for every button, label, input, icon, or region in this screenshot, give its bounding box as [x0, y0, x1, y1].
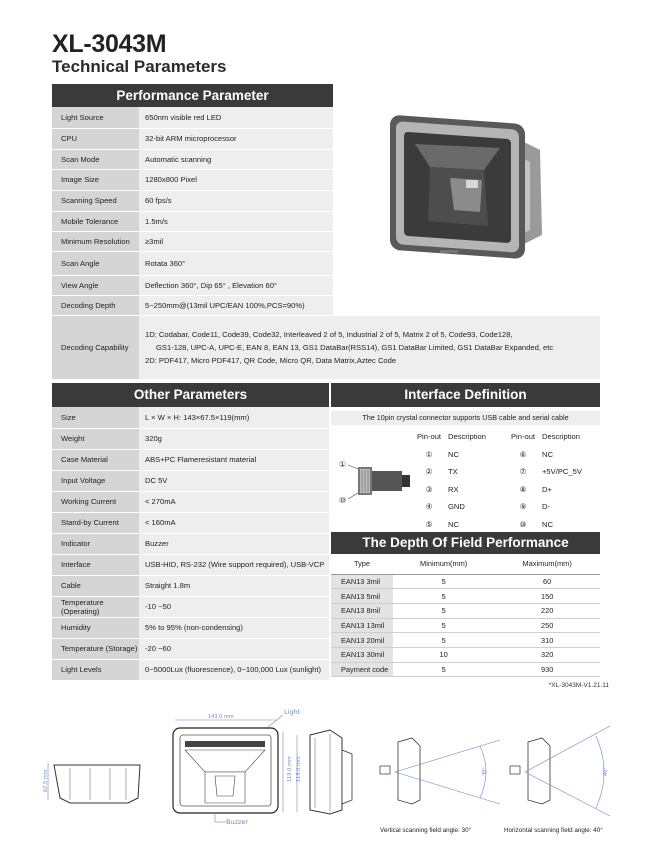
other-row: [52, 470, 329, 491]
other-value: < 160mA: [139, 512, 329, 533]
dof-min: 10: [393, 647, 494, 662]
dof-type: EAN13 13mil: [331, 618, 393, 633]
other-row: [52, 554, 329, 575]
pin-description: NC: [542, 449, 553, 459]
dof-min: 5: [393, 633, 494, 648]
pin-number: ①: [425, 449, 433, 459]
dof-max: 930: [494, 662, 600, 677]
buzzer-label: Buzzer: [226, 818, 249, 825]
other-value: -10 ~50: [139, 596, 329, 617]
dof-max: 250: [494, 618, 600, 633]
other-key: Light Levels: [52, 659, 139, 680]
col-pinout-2: Pin-out: [510, 432, 536, 442]
dof-row: [331, 574, 600, 589]
spec-value: Deflection 360°, Dip 65° , Elevation 60°: [139, 275, 333, 295]
connector-diagram: [338, 455, 413, 505]
spec-key: Scan Angle: [52, 251, 139, 275]
dof-min: 5: [393, 618, 494, 633]
other-key: Temperature (Storage): [52, 638, 139, 659]
dof-row: [331, 647, 600, 662]
dof-max: 220: [494, 603, 600, 618]
other-row: [52, 659, 329, 680]
capability-line-2: GS1-128, UPC-A, UPC-E, EAN 8, EAN 13, GS1 DataBar(RSS14), GS1 DataBar Limited, GS1 DataBar Expanded, etc: [156, 342, 554, 352]
pin-row: [410, 498, 600, 516]
pin-description: D-: [542, 502, 551, 512]
spec-spacer: [333, 275, 600, 295]
pin10-label: ⑩: [339, 496, 347, 505]
other-key: Working Current: [52, 491, 139, 512]
capability-value: [139, 315, 600, 379]
dof-max: 320: [494, 647, 600, 662]
pin-description: TX: [448, 467, 458, 477]
depth-dimension: 67.5 mm: [43, 769, 49, 792]
dof-min: 5: [393, 603, 494, 618]
pin-number: ⑦: [519, 467, 527, 477]
other-value: DC 5V: [139, 470, 329, 491]
pin-description: D+: [542, 484, 552, 494]
other-row: [52, 617, 329, 638]
vertical-scan-diagram: [380, 738, 500, 804]
dof-min: 5: [393, 589, 494, 604]
other-value: < 270mA: [139, 491, 329, 512]
col-type: Type: [331, 554, 393, 574]
other-row: [52, 638, 329, 659]
horizontal-caption: Horizontal scanning field angle: 40°: [504, 827, 603, 834]
pinout-table: [410, 428, 600, 533]
spec-value: ≥3mil: [139, 231, 333, 251]
other-key: Input Voltage: [52, 470, 139, 491]
capability-key: Decoding Capability: [52, 315, 139, 379]
other-row: [52, 512, 329, 533]
other-value: 5% to 95% (non-condensing): [139, 617, 329, 638]
capability-line-3: 2D: PDF417, Micro PDF417, QR Code, Micro QR, Data Matrix,Aztec Code: [145, 355, 397, 365]
other-row: [52, 407, 329, 428]
version-code: *XL-3043M-V1.21.11: [548, 682, 609, 689]
dof-heading: The Depth Of Field Performance: [331, 532, 600, 554]
capability-line-1: 1D: Codabar, Code11, Code39, Code32, Interleaved 2 of 5, Industrial 2 of 5, Matrix 2 of 5, Code93, Code128,: [145, 329, 513, 339]
col-description-2: Description: [542, 432, 580, 442]
other-key: Stand-by Current: [52, 512, 139, 533]
dof-type: EAN13 8mil: [331, 603, 393, 618]
other-value: ABS+PC Flameresistant material: [139, 449, 329, 470]
pin-number: ②: [425, 467, 433, 477]
other-value: L × W × H: 143×67.5×119(mm): [139, 407, 329, 428]
pin-number: ④: [425, 502, 433, 512]
spec-key: Minimum Resolution: [52, 231, 139, 251]
height-dimension: 119.0 mm: [287, 756, 293, 782]
front-view-drawing: [173, 708, 301, 825]
dof-table: [331, 554, 600, 677]
dof-row: [331, 633, 600, 648]
dof-row: [331, 662, 600, 677]
dof-row: [331, 603, 600, 618]
spec-row: [52, 295, 600, 315]
other-key: Humidity: [52, 617, 139, 638]
spec-value: 1280x800 Pixel: [139, 169, 333, 190]
spec-value: 650nm visible red LED: [139, 107, 333, 128]
section-subtitle: Technical Parameters: [52, 57, 227, 76]
pin-description: +5V/PC_5V: [542, 467, 582, 477]
vertical-angle: 30°: [482, 767, 488, 776]
spec-value: Rotata 360°: [139, 251, 333, 275]
pin-number: ⑩: [519, 519, 527, 529]
horizontal-angle: 40°: [603, 767, 609, 776]
other-key: Weight: [52, 428, 139, 449]
pin-number: ⑧: [519, 484, 527, 494]
dof-type: EAN13 3mil: [331, 574, 393, 589]
horizontal-scan-diagram: [510, 726, 610, 816]
other-row: [52, 575, 329, 596]
spec-key: View Angle: [52, 275, 139, 295]
spec-spacer: [333, 295, 600, 315]
dimension-drawings: [40, 700, 625, 825]
pin-row: [410, 446, 600, 464]
interface-heading: Interface Definition: [331, 383, 600, 407]
spec-key: Mobile Tolerance: [52, 211, 139, 231]
pin-description: RX: [448, 484, 459, 494]
height-dimension-2: 119.0 mm: [296, 756, 302, 782]
other-key: Cable: [52, 575, 139, 596]
other-key: Indicator: [52, 533, 139, 554]
col-max: Maximum(mm): [494, 554, 600, 574]
dof-min: 5: [393, 662, 494, 677]
other-value: USB-HID, RS-232 (Wire support required), USB-VCP: [139, 554, 329, 575]
dof-max: 150: [494, 589, 600, 604]
pin-row: [410, 516, 600, 534]
pin-description: NC: [542, 519, 553, 529]
side-view-drawing: [296, 730, 352, 814]
dof-type: EAN13 30mil: [331, 647, 393, 662]
other-key: Interface: [52, 554, 139, 575]
pin-description: NC: [448, 449, 459, 459]
pin-row: [410, 481, 600, 499]
vertical-caption: Vertical scanning field angle: 30°: [380, 827, 472, 834]
light-label: Light: [284, 708, 301, 716]
spec-key: Scanning Speed: [52, 190, 139, 211]
col-description: Description: [448, 432, 486, 442]
other-row: [52, 533, 329, 554]
pin-description: GND: [448, 502, 465, 512]
product-photo: [380, 100, 555, 260]
pin-row: [410, 463, 600, 481]
spec-value: Automatic scanning: [139, 149, 333, 169]
spec-row: [52, 275, 600, 295]
pin-number: ⑨: [519, 502, 527, 512]
dof-row: [331, 618, 600, 633]
spec-value: 5~250mm@(13mil UPC/EAN 100%,PCS=90%): [139, 295, 333, 315]
dof-max: 310: [494, 633, 600, 648]
spec-key: Light Source: [52, 107, 139, 128]
product-title: XL-3043M: [52, 30, 167, 58]
dof-type: EAN13 20mil: [331, 633, 393, 648]
spec-value: 32-bit ARM microprocessor: [139, 128, 333, 149]
spec-key: Decoding Depth: [52, 295, 139, 315]
pin-number: ⑤: [425, 519, 433, 529]
other-heading: Other Parameters: [52, 383, 329, 407]
col-pinout: Pin-out: [416, 432, 442, 442]
other-value: 0~5000Lux (fluorescence), 0~100,000 Lux (sunlight): [139, 659, 329, 680]
other-row: [52, 491, 329, 512]
spec-key: Image Size: [52, 169, 139, 190]
spec-key: CPU: [52, 128, 139, 149]
other-row: [52, 428, 329, 449]
other-value: Straight 1.8m: [139, 575, 329, 596]
width-dimension: 143.0 mm: [208, 714, 234, 720]
other-value: -20 ~60: [139, 638, 329, 659]
other-value: Buzzer: [139, 533, 329, 554]
other-table: [52, 407, 329, 681]
performance-heading: Performance Parameter: [52, 84, 333, 107]
col-min: Minimum(mm): [393, 554, 494, 574]
other-value: 320g: [139, 428, 329, 449]
other-key: Temperature (Operating): [52, 596, 139, 617]
other-key: Size: [52, 407, 139, 428]
spec-key: Scan Mode: [52, 149, 139, 169]
dof-type: Payment code: [331, 662, 393, 677]
pin-number: ⑥: [519, 449, 527, 459]
dof-type: EAN13 5mil: [331, 589, 393, 604]
dof-row: [331, 589, 600, 604]
capability-row: [52, 315, 600, 379]
other-row: [52, 449, 329, 470]
other-key: Case Material: [52, 449, 139, 470]
interface-caption: The 10pin crystal connector supports USB cable and serial cable: [331, 411, 600, 425]
dof-max: 60: [494, 574, 600, 589]
other-row: [52, 596, 329, 617]
dof-min: 5: [393, 574, 494, 589]
pin1-label: ①: [339, 460, 347, 469]
pin-description: NC: [448, 519, 459, 529]
spec-value: 60 fps/s: [139, 190, 333, 211]
bottom-view-drawing: [43, 763, 140, 803]
spec-value: 1.5m/s: [139, 211, 333, 231]
pin-number: ③: [425, 484, 433, 494]
